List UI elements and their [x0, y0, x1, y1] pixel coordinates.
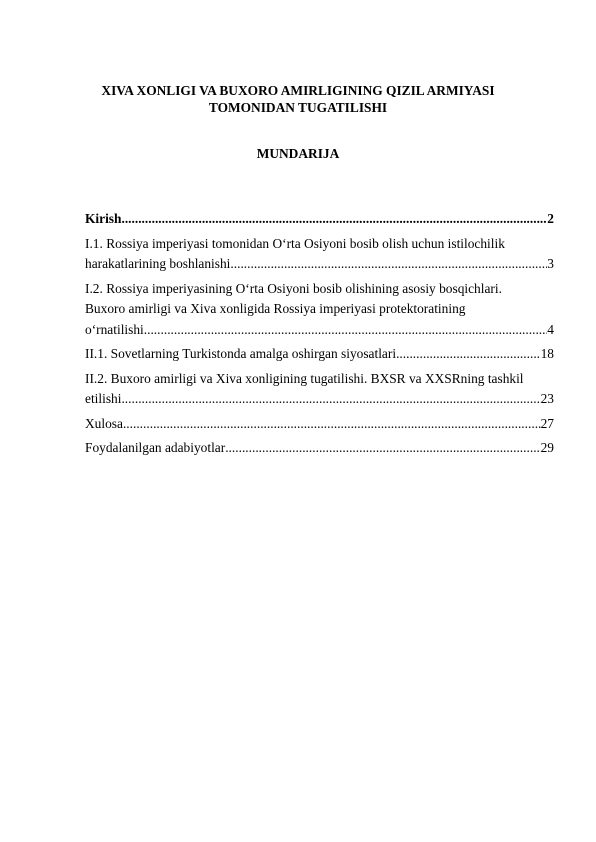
toc-entry-title: Foydalanilgan adabiyotlar [85, 440, 226, 455]
toc-entry-introduction[interactable] [85, 209, 554, 230]
toc-entry-title: o‘rnatilishi [85, 321, 144, 337]
toc-page-number: 29 [540, 440, 554, 455]
toc-entry-line [85, 414, 554, 435]
toc-entry-line [85, 389, 554, 410]
toc-entry-section-2-1[interactable] [85, 344, 554, 365]
toc-entry-title-line: II.2. Buxoro amirligi va Xiva xonligining tugatilishi. BXSR va XXSRning tashkil [85, 370, 524, 386]
toc-page-number: 27 [540, 415, 554, 431]
toc-entry-section-1-1[interactable] [85, 234, 554, 275]
toc-leader-dots [396, 344, 541, 365]
toc-entry-title: Kirish [85, 211, 122, 226]
toc-entry-title: Xulosa [85, 415, 123, 431]
toc-leader-dots [121, 389, 540, 410]
toc-entry-title-line: I.1. Rossiya imperiyasi tomonidan O‘rta Osiyoni bosib olish uchun istilochilik [85, 235, 505, 251]
toc-page-number: 18 [540, 346, 554, 361]
toc-entry-bibliography[interactable] [85, 438, 554, 459]
toc-entry-title-line: Buxoro amirligi va Xiva xonligida Rossiya imperiyasi protektoratining [85, 301, 466, 316]
title-line-1: XIVA XONLIGI VA BUXORO AMIRLIGINING QIZIL ARMIYASI [101, 83, 495, 98]
toc-page-number: 2 [547, 211, 554, 226]
toc-entry-line [85, 209, 554, 230]
title-line-2: TOMONIDAN TUGATILISHI [208, 100, 388, 115]
toc-entry-line [85, 438, 554, 459]
toc-entry-conclusion[interactable] [85, 414, 554, 435]
toc-entry-section-1-2[interactable] [85, 279, 554, 341]
toc-entry-title-line: I.2. Rossiya imperiyasining O‘rta Osiyoni bosib olishining asosiy bosqichlari. [85, 280, 502, 296]
toc-entry-line [85, 254, 554, 275]
toc-heading: MUNDARIJA [256, 146, 340, 161]
toc-page-number: 3 [547, 256, 554, 271]
toc-entry-title: harakatlarining boshlanishi [85, 256, 231, 271]
toc-leader-dots [225, 438, 540, 459]
toc-entry-title: II.1. Sovetlarning Turkistonda amalga oshirgan siyosatlari [85, 346, 397, 361]
toc-entry-line [85, 320, 554, 341]
toc-entry-line [85, 344, 554, 365]
table-of-contents [85, 209, 554, 463]
toc-entry-title: etilishi [85, 391, 122, 406]
toc-leader-dots [123, 414, 541, 435]
document-title [0, 82, 596, 116]
toc-entry-section-2-2[interactable] [85, 369, 554, 410]
toc-page-number: 23 [540, 391, 554, 406]
toc-leader-dots [121, 209, 547, 230]
toc-leader-dots [144, 320, 548, 341]
toc-page-number: 4 [547, 321, 554, 337]
toc-leader-dots [230, 254, 547, 275]
